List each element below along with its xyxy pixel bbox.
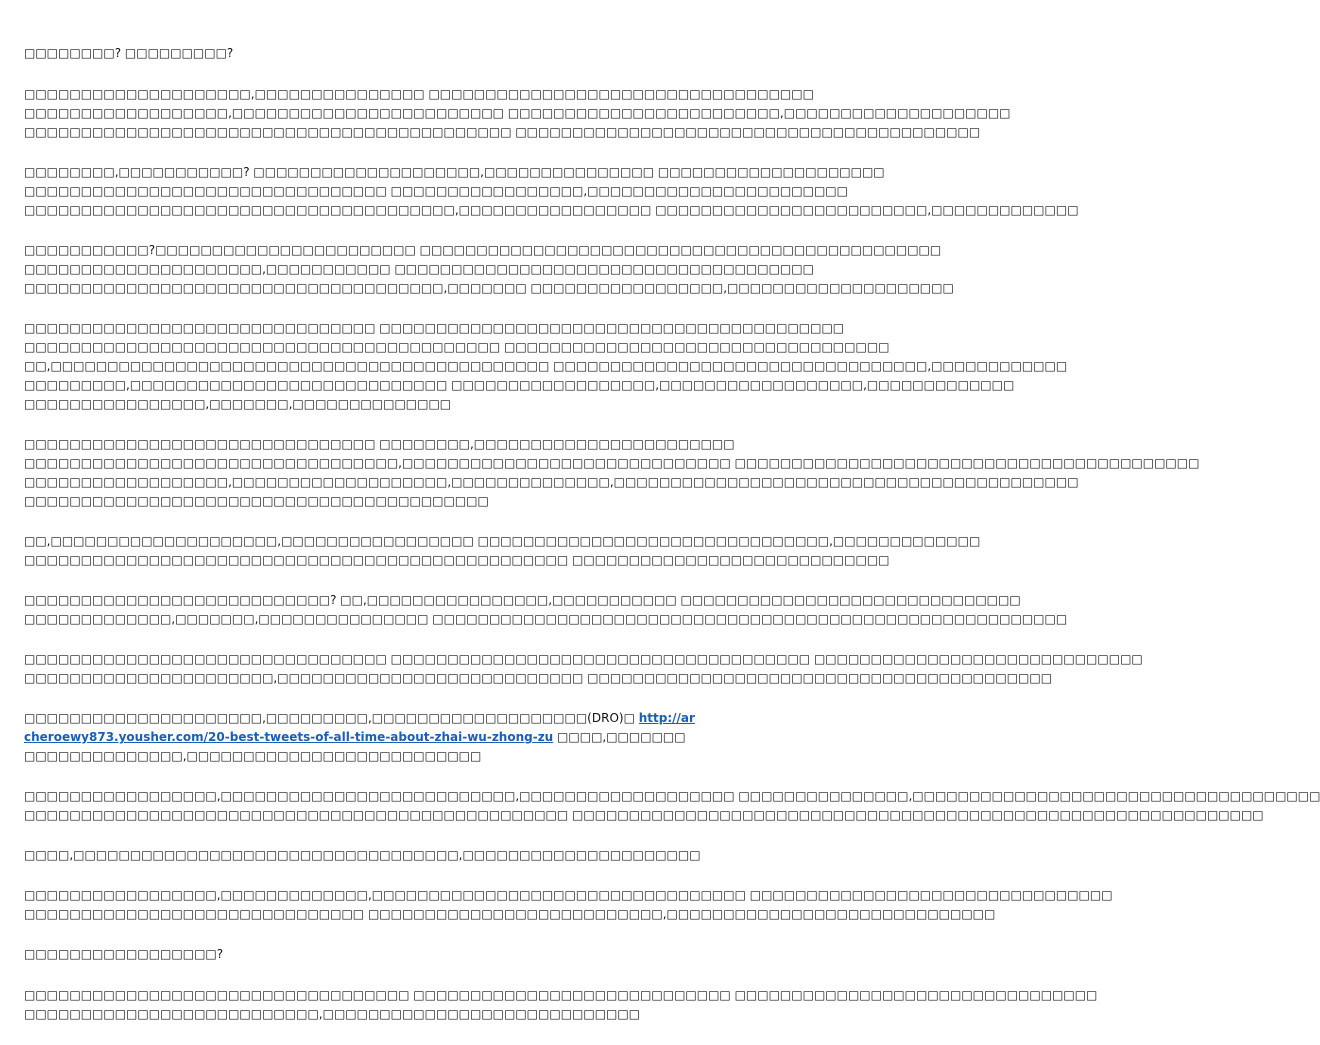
paragraph-5 xyxy=(24,435,1200,511)
text-line: □□□□□□□□□□□□□□□□□□□□□□□□□□□□□□□ □□□□□□□□,□□□□□□□□□□□□□□□□□□□□□□□ xyxy=(24,437,735,451)
question-heading xyxy=(24,44,696,63)
link-paragraph-before-text: □□□□□□□□□□□□□□□□□□□□□,□□□□□□□□□,□□□□□□□□□□□□□□□□□□□(DRO)□ xyxy=(24,711,639,725)
paragraph-6 xyxy=(24,532,981,570)
text-line: □□□□□□□□□□□□□□□□□□,□□□□□□□□□□□□□□□□□□□,□□□□□□□□□□□□□□,□□□□□□□□□□□□□□□□□□□□□□□□□□□□□□□□□□□□□□□□□ xyxy=(24,475,1079,489)
paragraph-1 xyxy=(24,85,1011,142)
text-line: □□□□□□□□□□□?□□□□□□□□□□□□□□□□□□□□□□□ □□□□□□□□□□□□□□□□□□□□□□□□□□□□□□□□□□□□□□□□□□□□□□ xyxy=(24,243,942,257)
text-line: □□□□□□□□□□□□□□□□□□□□□□□□□□□? □□,□□□□□□□□□□□□□□□□,□□□□□□□□□□□ □□□□□□□□□□□□□□□□□□□□□□□□□□□□□□ xyxy=(24,593,1021,607)
text-line: □□□□□□□□□□□□□□□□□□□□□□□□□□,□□□□□□□□□□□□□□□□□□□□□□□□□□□□ xyxy=(24,1007,641,1021)
text-line: □□□□□□□□□□□□□□□□□□,□□□□□□□□□□□□□□□□□□□□□□□□ □□□□□□□□□□□□□□□□□□□□□□□□,□□□□□□□□□□□□□□□□□□□□ xyxy=(24,106,1011,120)
link-paragraph-after-text: □□□□,□□□□□□□□□□□□□□□□□□□□□,□□□□□□□□□□□□□□□□□□□□□□□□□□ xyxy=(24,730,686,763)
text-line: □□□□□□□□□□□□□□□□□,□□□□□□□□□□□□□□□□□□□□□□□□□□,□□□□□□□□□□□□□□□□□□□ □□□□□□□□□□□□□□□,□□□□□□□□□□□□□□□□□□□□□□□□□□□□□□□□□□□□ xyxy=(24,789,1320,803)
text-line: □□□□□□□□□□□□□□□□□,□□□□□□□□□□□□□,□□□□□□□□□□□□□□□□□□□□□□□□□□□□□□□□□ □□□□□□□□□□□□□□□□□□□□□□□□□□□□□□□□ xyxy=(24,888,1113,902)
text-line: □□□□□□□□□□□□□□□□□□□□□□□□□□□□□□□□□□□□□□□□□ xyxy=(24,494,489,508)
paragraph-with-link xyxy=(24,709,696,766)
paragraph-11 xyxy=(24,846,701,865)
text-line: □□□□□□□□□□□□□□□□,□□□□□□□,□□□□□□□□□□□□□□ xyxy=(24,397,452,411)
paragraph-8 xyxy=(24,650,1143,688)
paragraph-3 xyxy=(24,241,954,298)
paragraph-4 xyxy=(24,319,1068,414)
text-line: □□□□□□□□□□□□□□□□□□□□□□□□□□□□□□□□□□□□□□□□□□□□□□□□ □□□□□□□□□□□□□□□□□□□□□□□□□□□□ xyxy=(24,553,890,567)
text-line: □□□□□□□□□□□□□□□□□□□□□□□□□□□□□□□□□□□□□□□□□□ □□□□□□□□□□□□□□□□□□□□□□□□□□□□□□□□□□ xyxy=(24,340,890,354)
text-line: □□□□□□□□□□□□□□□□□□□□□,□□□□□□□□□□□ □□□□□□□□□□□□□□□□□□□□□□□□□□□□□□□□□□□□□ xyxy=(24,262,814,276)
text-line: □□□□□□□□□□□□□□□□□□□□□□□□□□□□□□□□□□□□□□□□□□□□□□□□ □□□□□□□□□□□□□□□□□□□□□□□□□□□□□□□□□□□□□□□□□□□□□□□□□□□□□□□□□□□□□ xyxy=(24,808,1264,822)
text-line: □□□□,□□□□□□□□□□□□□□□□□□□□□□□□□□□□□□□□□□,□□□□□□□□□□□□□□□□□□□□□ xyxy=(24,848,701,862)
text-line: □□□□□□□□□□□□□□□□□□□□□□□□□□□□□□□□□□□□□□,□□□□□□□□□□□□□□□□□ □□□□□□□□□□□□□□□□□□□□□□□□,□□□□□□□□□□□□□ xyxy=(24,203,1079,217)
text-line: □□□□□□□□□□□□□□□□□□□□,□□□□□□□□□□□□□□□ □□□□□□□□□□□□□□□□□□□□□□□□□□□□□□□□□□ xyxy=(24,87,814,101)
text-line: □□□□□□□□□□□□□□□□□□□□□□□□□□□□□□□□□□ □□□□□□□□□□□□□□□□□□□□□□□□□□□□ □□□□□□□□□□□□□□□□□□□□□□□□□□□□□□□□ xyxy=(24,988,1098,1002)
paragraph-2 xyxy=(24,163,1079,220)
text-line: □□□□□□□□□□□□□□□□□? xyxy=(24,947,224,961)
paragraph-7 xyxy=(24,591,1068,629)
document-body xyxy=(24,44,1320,1045)
text-line: □□□□□□□□□□□□□□□□□□□□□□□□□□□□□□□□□□□□□,□□□□□□□ □□□□□□□□□□□□□□□□□,□□□□□□□□□□□□□□□□□□□□ xyxy=(24,281,954,295)
text-line: □□□□□□□□□□□□□□□□□□□□□□□□□□□□□□□□ □□□□□□□□□□□□□□□□□□□□□□□□□□□□□□□□□□□□□ □□□□□□□□□□□□□□□□□□□□□□□□□□□□□ xyxy=(24,652,1143,666)
text-line: □□□□□□□□□□□□□□□□□□□□□□□□□□□□□□□ □□□□□□□□□□□□□□□□□□□□□□□□□□□□□□□□□□□□□□□□□ xyxy=(24,321,845,335)
text-line: □□□□□□□□□□□□□□□□□□□□□□□□□□□□□□ □□□□□□□□□□□□□□□□□□□□□□□□□□,□□□□□□□□□□□□□□□□□□□□□□□□□□□□□ xyxy=(24,907,996,921)
paragraph-12 xyxy=(24,886,1113,924)
text-line: □□□□□□□□□,□□□□□□□□□□□□□□□□□□□□□□□□□□□□ □□□□□□□□□□□□□□□□□□,□□□□□□□□□□□□□□□□□□,□□□□□□□□□□□□□ xyxy=(24,378,1015,392)
text-line: □□□□□□□□□□□□□□□□□□□□□□□□□□□□□□□□ □□□□□□□□□□□□□□□□□,□□□□□□□□□□□□□□□□□□□□□□□ xyxy=(24,184,848,198)
question-subheading xyxy=(24,945,696,964)
text-line: □□□□□□□□,□□□□□□□□□□□? □□□□□□□□□□□□□□□□□□□□,□□□□□□□□□□□□□□□ □□□□□□□□□□□□□□□□□□□□ xyxy=(24,165,885,179)
text-line: □□□□□□□□□□□□□,□□□□□□□,□□□□□□□□□□□□□□□ □□□□□□□□□□□□□□□□□□□□□□□□□□□□□□□□□□□□□□□□□□□□□□□□□□□□□□□□ xyxy=(24,612,1068,626)
text-line: □□□□□□□□□□□□□□□□□□□□□□□□□□□□□□□□□□□□□□□□□□□ □□□□□□□□□□□□□□□□□□□□□□□□□□□□□□□□□□□□□□□□□ xyxy=(24,125,981,139)
text-line: □□□□□□□□□□□□□□□□□□□□□□,□□□□□□□□□□□□□□□□□□□□□□□□□□□ □□□□□□□□□□□□□□□□□□□□□□□□□□□□□□□□□□□□□□□□□ xyxy=(24,671,1053,685)
text-line: □□□□□□□□? □□□□□□□□□? xyxy=(24,46,234,60)
text-line: □□,□□□□□□□□□□□□□□□□□□□□,□□□□□□□□□□□□□□□□□ □□□□□□□□□□□□□□□□□□□□□□□□□□□□□□□,□□□□□□□□□□□□□ xyxy=(24,534,981,548)
text-line: □□□□□□□□□□□□□□□□□□□□□□□□□□□□□□□□□,□□□□□□□□□□□□□□□□□□□□□□□□□□□□□ □□□□□□□□□□□□□□□□□□□□□□□□□□□□□□□□□□□□□□□□□ xyxy=(24,456,1200,470)
paragraph-10 xyxy=(24,787,1320,825)
text-line: □□,□□□□□□□□□□□□□□□□□□□□□□□□□□□□□□□□□□□□□□□□□□□□ □□□□□□□□□□□□□□□□□□□□□□□□□□□□□□□□□,□□□□□□□□□□□□ xyxy=(24,359,1068,373)
article-link[interactable]: http://archeroewy873.yousher.com/20-best-tweets-of-all-time-about-zhai-wu-zhong-zu xyxy=(24,711,695,744)
paragraph-14 xyxy=(24,986,1098,1024)
